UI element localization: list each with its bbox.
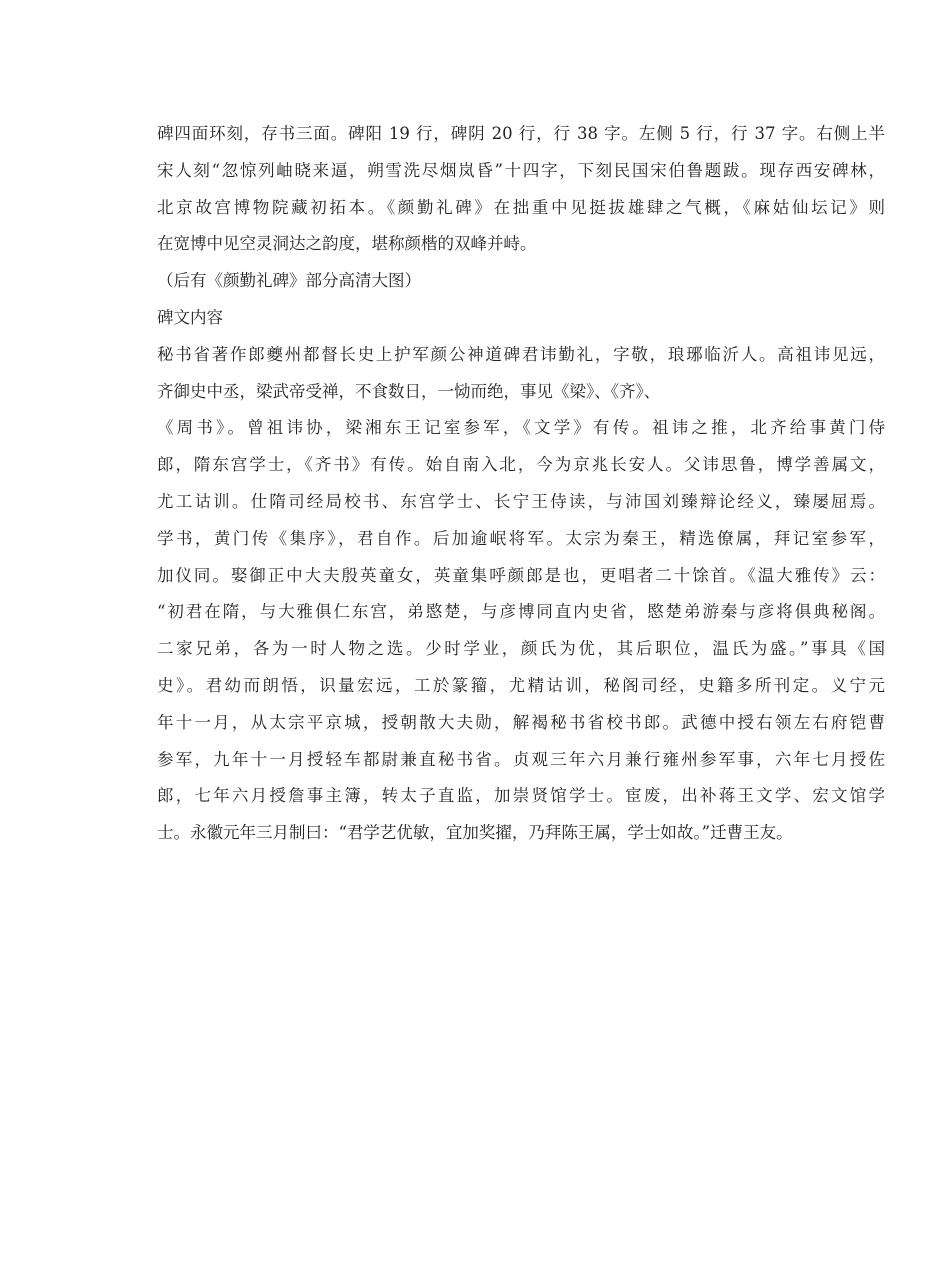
text-line: 郎，隋东宫学士，《齐书》有传。始自南入北，今为京兆长安人。父讳思鲁，博学善属文，	[157, 455, 885, 475]
text-line: 秘书省著作郎夔州都督长史上护军颜公神道碑君讳勤礼，字敬，琅琊临沂人。高祖讳见远，	[157, 344, 885, 364]
text-line: 在宽博中见空灵洞达之韵度，堪称颜楷的双峰并峙。	[157, 234, 537, 254]
section-heading: 碑文内容	[157, 307, 223, 327]
text-line: 《周书》。曾祖讳协，梁湘东王记室参军，《文学》有传。祖讳之推，北齐给事黄门侍	[157, 418, 885, 438]
document-body	[157, 116, 885, 852]
text-line: 郎，七年六月授詹事主簿，转太子直监，加崇贤馆学士。宦废，出补蒋王文学、宏文馆学	[157, 786, 885, 806]
text-line: 尤工诂训。仕隋司经局校书、东宫学士、长宁王侍读，与沛国刘臻辩论经义，臻屡屈焉。	[157, 491, 885, 511]
text-line: 二家兄弟，各为一时人物之选。少时学业，颜氏为优，其后职位，温氏为盛。”事具《国	[157, 639, 885, 659]
text-line: “初君在隋，与大雅俱仁东宫，弟愍楚，与彦博同直内史省，愍楚弟游秦与彦将俱典秘阁。	[157, 602, 885, 622]
text-line: 碑四面环刻，存书三面。碑阳 19 行，碑阴 20 行，行 38 字。左侧 5 行，行 37 字。右侧上半	[157, 124, 885, 143]
text-line: 齐御史中丞，梁武帝受禅，不食数日，一恸而绝，事见《梁》、《齐》、	[157, 381, 661, 401]
text-line: 史》。君幼而朗悟，识量宏远，工於篆籀，尤精诂训，秘阁司经，史籍多所刊定。义宁元	[157, 675, 885, 695]
text-line: 北京故宫博物院藏初拓本。《颜勤礼碑》在拙重中见挺拔雄肆之气概，《麻姑仙坛记》则	[157, 197, 885, 217]
text-line: 加仪同。娶御正中大夫殷英童女，英童集呼颜郎是也，更唱者二十馀首。《温大雅传》云：	[157, 565, 885, 585]
text-line: 年十一月，从太宗平京城，授朝散大夫勋，解褐秘书省校书郎。武德中授右领左右府铠曹	[157, 712, 885, 732]
text-line: 学书，黄门传《集序》，君自作。后加逾岷将军。太宗为秦王，精选僚属，拜记室参军，	[157, 528, 885, 548]
text-line: （后有《颜勤礼碑》部分高清大图）	[157, 271, 421, 291]
text-line: 士。永徽元年三月制曰：“君学艺优敏，宜加奖擢，乃拜陈王属，学士如故。”迁曹王友。	[157, 823, 793, 843]
text-line: 参军，九年十一月授轻车都尉兼直秘书省。贞观三年六月兼行雍州参军事，六年七月授佐	[157, 749, 885, 769]
text-line: 宋人刻“忽惊列岫晓来逼，朔雪洗尽烟岚昏”十四字，下刻民国宋伯鲁题跋。现存西安碑林，	[157, 160, 885, 180]
